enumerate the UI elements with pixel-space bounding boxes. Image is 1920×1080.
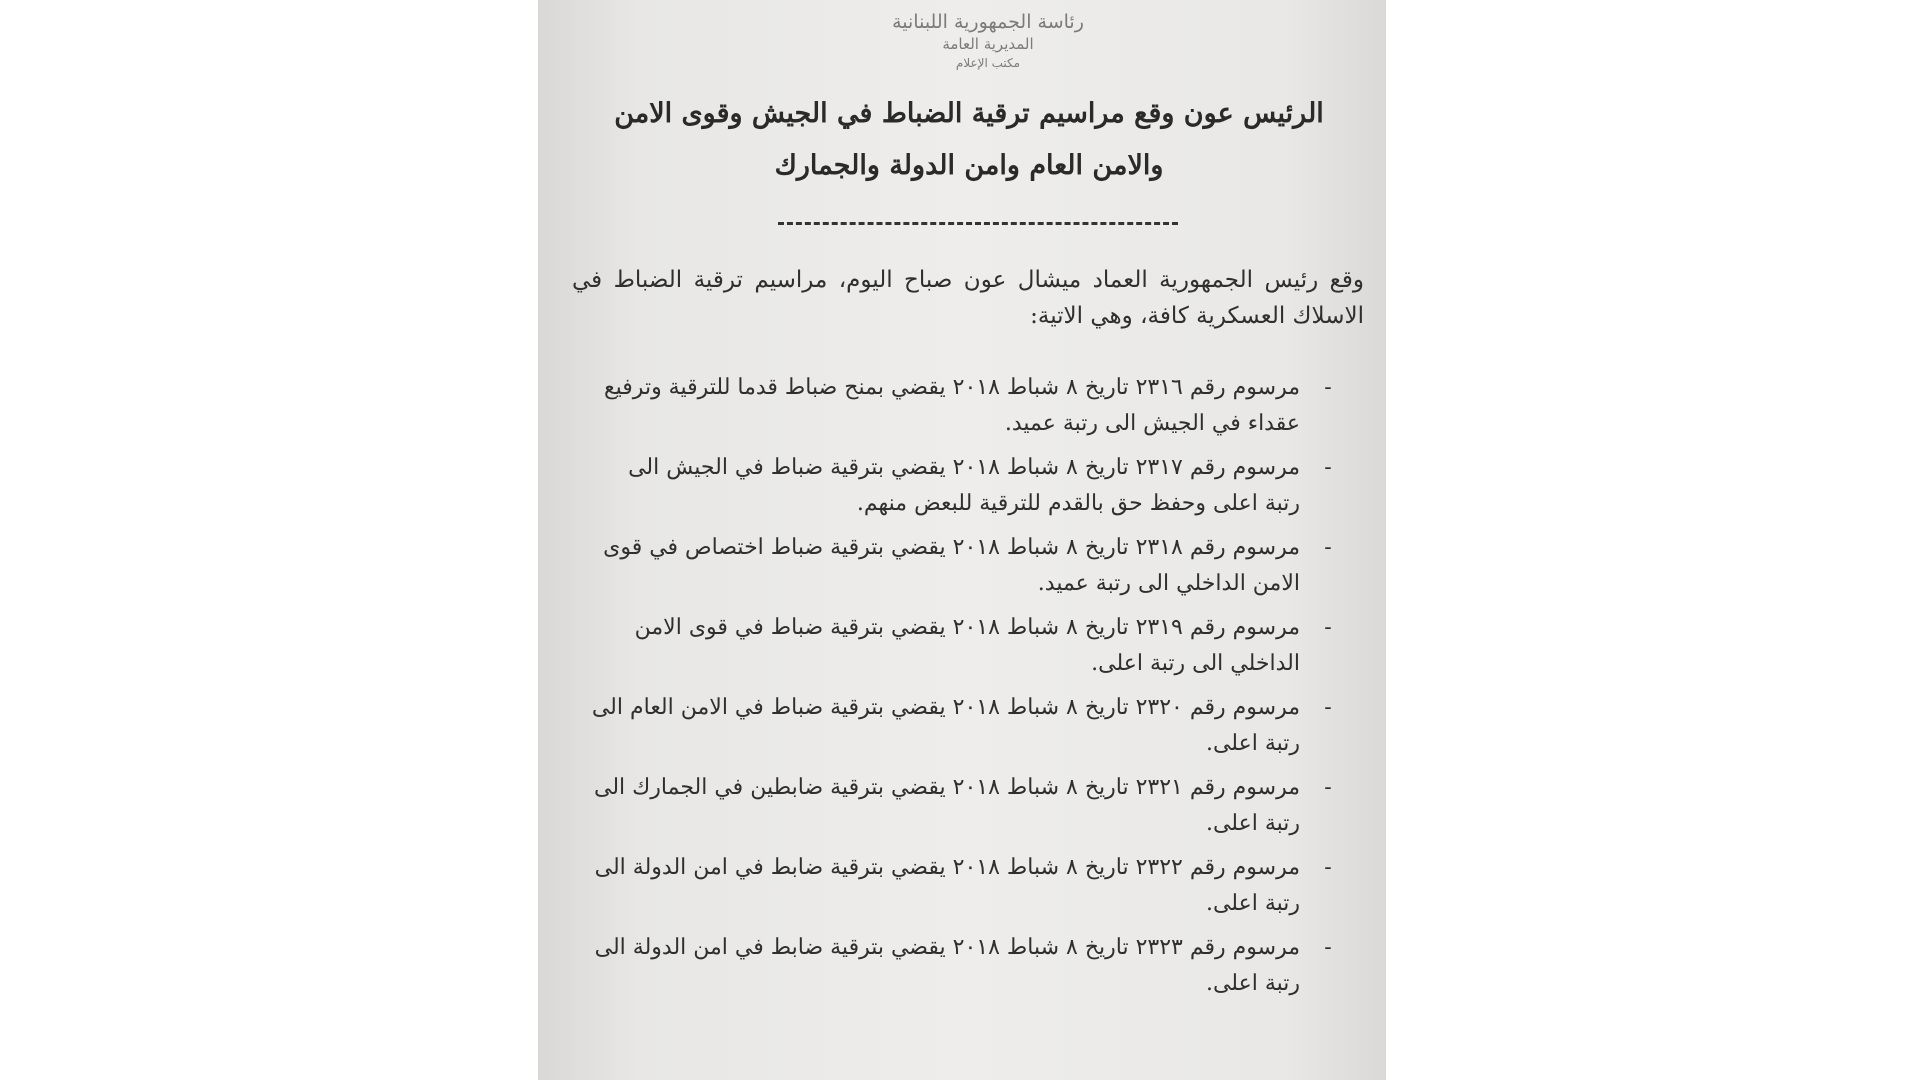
decree-item (588, 690, 1340, 762)
decree-text: مرسوم رقم ٢٣٢٢ تاريخ ٨ شباط ٢٠١٨ يقضي بترقية ضابط في امن الدولة الى رتبة اعلى. (594, 855, 1300, 916)
letterhead-presidency: رئاسة الجمهورية اللبنانية (892, 11, 1084, 33)
decree-text: مرسوم رقم ٢٣٢٠ تاريخ ٨ شباط ٢٠١٨ يقضي بترقية ضباط في الامن العام الى رتبة اعلى. (591, 695, 1300, 756)
letterhead (828, 10, 1148, 72)
list-dash: - (1324, 695, 1332, 720)
list-dash: - (1324, 455, 1332, 480)
decree-item (588, 850, 1340, 922)
list-dash: - (1324, 615, 1332, 640)
list-dash: - (1324, 855, 1332, 880)
decree-item (588, 370, 1340, 442)
decree-item (588, 930, 1340, 1002)
decree-text: مرسوم رقم ٢٣١٦ تاريخ ٨ شباط ٢٠١٨ يقضي بمنح ضباط قدما للترقية وترفيع عقداء في الجيش الى رتبة عميد. (603, 375, 1300, 436)
decree-item (588, 610, 1340, 682)
letterhead-office: مكتب الإعلام (955, 56, 1021, 70)
decree-text: مرسوم رقم ٢٣٢٣ تاريخ ٨ شباط ٢٠١٨ يقضي بترقية ضابط في امن الدولة الى رتبة اعلى. (594, 935, 1300, 996)
document-photo (538, 0, 1386, 1080)
decree-text: مرسوم رقم ٢٣٢١ تاريخ ٨ شباط ٢٠١٨ يقضي بترقية ضابطين في الجمارك الى رتبة اعلى. (594, 775, 1300, 836)
decree-item (588, 530, 1340, 602)
list-dash: - (1324, 935, 1332, 960)
decree-item (588, 770, 1340, 842)
list-dash: - (1324, 775, 1332, 800)
dashed-divider (778, 222, 1178, 225)
document-headline: الرئيس عون وقع مراسيم ترقية الضباط في الجيش وقوى الامن والامن العام وامن الدولة والجمارك (614, 98, 1324, 181)
letterhead-directorate: المديرية العامة (942, 35, 1034, 53)
decree-item (588, 450, 1340, 522)
list-dash: - (1324, 535, 1332, 560)
intro-paragraph: وقع رئيس الجمهورية العماد ميشال عون صباح اليوم، مراسيم ترقية الضباط في الاسلاك العسكرية كافة، وهي الاتية: (572, 267, 1364, 329)
decree-text: مرسوم رقم ٢٣١٩ تاريخ ٨ شباط ٢٠١٨ يقضي بترقية ضباط في قوى الامن الداخلي الى رتبة اعلى. (634, 615, 1300, 676)
decree-list (588, 370, 1340, 1010)
decree-text: مرسوم رقم ٢٣١٨ تاريخ ٨ شباط ٢٠١٨ يقضي بترقية ضباط اختصاص في قوى الامن الداخلي الى رتبة عميد. (603, 535, 1300, 596)
list-dash: - (1324, 375, 1332, 400)
decree-text: مرسوم رقم ٢٣١٧ تاريخ ٨ شباط ٢٠١٨ يقضي بترقية ضباط في الجيش الى رتبة اعلى وحفظ حق بالقدم للترقية للبعض منهم. (628, 455, 1300, 516)
